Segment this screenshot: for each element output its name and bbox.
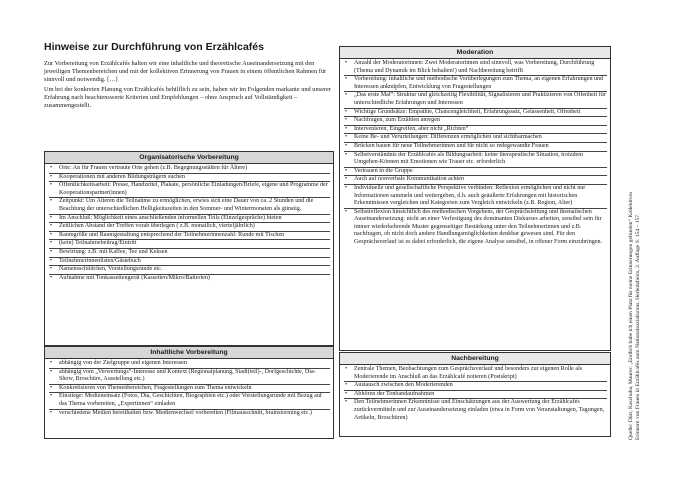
inhaltliche-vorbereitung-box <box>44 346 334 439</box>
bullet-icon: • <box>345 108 348 115</box>
list-item-text: Wichtige Grundsätze: Empathie, Chancengleichheit, Erfahrungssatz, Gelassenheit, Offenheit <box>354 108 581 115</box>
list-item-text: „Das erste Mal“: Struktur und gleichzeitig Flexibilität, Signalisieren und Praktizieren von Offenheit für unterschiedliche Erfahrungen und Interessen <box>354 92 606 106</box>
bullet-icon: • <box>345 208 348 215</box>
list-item-text: Anzahl der Moderatorinnen: Zwei Moderatorinnen sind sinnvoll, was Vorbereitung, Durchführung (Thema und Dynamik im Blick behalten!) und Nachbereitung betrifft <box>354 60 595 74</box>
list-item-text: Individuelle und gesellschaftliche Perspektive verbinden: Reflexion ermöglichen und nicht nur Informationen sammeln und weitergeben, d.h. auch geäußerte Erfahrungen mit historischen Erkenntnissen vergleichen und Kategorien zum Vergleich entwickeln (z.B. Region, Alter) <box>354 184 586 207</box>
list-item <box>49 165 330 174</box>
list-item-text: Bewirtung: z.B. mit Kaffee, Tee und Keksen <box>59 248 168 255</box>
bullet-icon: • <box>50 223 53 230</box>
bullet-icon: • <box>50 368 53 375</box>
bullet-icon: • <box>50 393 53 400</box>
list-item <box>344 134 607 143</box>
list-item-text: abhängig von der Zielgruppe und eigenen Interessen <box>59 360 187 366</box>
bullet-icon: • <box>345 399 348 406</box>
bullet-icon: • <box>50 182 53 189</box>
list-item <box>344 366 607 382</box>
bullet-icon: • <box>345 167 348 174</box>
bullet-icon: • <box>345 176 348 183</box>
bullet-icon: • <box>345 382 348 389</box>
list-item-text: Abhören der Tonbandaufnahmen <box>354 390 435 397</box>
bullet-icon: • <box>50 384 53 391</box>
list-item-text: Vertrauen in die Gruppe <box>354 167 413 174</box>
bullet-icon: • <box>50 274 53 281</box>
list-item-text: Keine Be- und Verurteilungen: Differenzen ermöglichen und sichtbarmachen <box>354 134 542 141</box>
list-item-text: Konkretisieren von Themenbereichen, Fragestellungen zum Thema entwickeln <box>59 384 252 391</box>
list-item-text: Einstiege: Medieneinsatz (Fotos, Dia, Geschichten, Biographien etc.) oder Vorstellungsrunde mit Bezug auf das Thema vorbereiten, „Expertinnen“ einladen <box>59 393 322 407</box>
box-heading: Moderation <box>340 47 610 59</box>
list-item <box>344 176 607 185</box>
bullet-icon: • <box>50 360 53 366</box>
item-list <box>45 164 333 282</box>
list-item-text: verschiedene Medien bereithalten bzw. Medienwechsel vorbereiten (Filmausschnitt, brainstorming etc.) <box>59 409 312 416</box>
list-item <box>344 382 607 391</box>
bullet-icon: • <box>345 117 348 124</box>
list-item <box>49 249 330 258</box>
list-item <box>49 198 330 214</box>
bullet-icon: • <box>345 76 348 83</box>
list-item-text: Zentrale Themen, Beobachtungen zum Gesprächsverlauf und besonders zur eigenen Rolle als Moderierende im Anschluß an das Erzählcafé notieren (Postskript) <box>354 366 583 380</box>
list-item-text: Kooperationen mit anderen Bildungsträgern suchen <box>59 173 185 180</box>
list-item <box>49 182 330 198</box>
box-heading: Organisatorische Vorbereitung <box>45 152 333 164</box>
bullet-icon: • <box>50 409 53 416</box>
list-item <box>344 60 607 76</box>
list-item-text: Aufnahme mit Tonkassettengerät (Kassetten/Mikro/Batterien) <box>59 274 210 281</box>
box-heading: Inhaltliche Vorbereitung <box>45 347 333 359</box>
list-item-text: Öffentlichkeitsarbeit: Presse, Handzettel, Plakate, persönliche Einladungen/Briefe, eigene und Programme der Kooperationspartner(innen) <box>59 182 328 196</box>
list-item-text: Auch auf nonverbale Kommunikation achten <box>354 176 464 183</box>
list-item-text: abhängig vom „Verwertungs“-Interesse und Kontext (Regionalplanung, Stadt(teil)-, Dorfgeschichte, Dia-Show, Broschüre, Ausstellung etc.) <box>59 368 316 383</box>
bullet-icon: • <box>345 60 348 66</box>
list-item-text: Raumgröße und Raumgestaltung entsprechend der Teilnehmerinnenzahl: Runde mit Tischen <box>59 231 285 238</box>
list-item-text: Vorbereitung: inhaltliche und methodische Vorüberlegungen zum Thema, an eigenen Erfahrungen und Interessen anknüpfen, Entwicklung von Fragestellungen <box>354 76 604 90</box>
list-item <box>49 393 330 409</box>
list-item <box>49 410 330 418</box>
bullet-icon: • <box>50 257 53 264</box>
list-item-text: Namensschildchen, Vorstellungsrunde etc. <box>59 266 163 273</box>
item-list <box>340 365 610 422</box>
organisatorische-vorbereitung-box <box>44 151 334 346</box>
list-item-text: Im Anschluß: Möglichkeit eines anschließenden informellen Teils (Einzelgespräche) bieten <box>59 214 282 221</box>
list-item <box>344 399 607 422</box>
bullet-icon: • <box>50 248 53 255</box>
list-item-text: Zeitpunkt: Um Älteren die Teilnahme zu ermöglichen, erwies sich eine Dauer von ca. 2 Stunden und die Beachtung der unterschiedlichen Helligkeitszeiten in den Sommer- und Wintermonaten als günstig. <box>59 198 314 212</box>
list-item-text: Zeitlichen Abstand der Treffen vorab überlegen ( z.B. monatlich, vierteljährlich) <box>59 223 255 230</box>
list-item-text: (kein) Teilnahmebeitrag/Eintritt <box>59 240 137 247</box>
list-item <box>49 266 330 275</box>
list-item <box>49 360 330 369</box>
list-item-text: Teilnehmerinnenlisten/Gästebuch <box>59 257 141 264</box>
bullet-icon: • <box>345 184 348 191</box>
list-item-text: Nachfragen, zum Erzählen anregen <box>354 117 440 124</box>
list-item-text: Selbstreflexion hinsichtlich des methodischen Vorgehens, der Gesprächsleitung und thematischen Auseinandersetzung: nicht an einer Verfestigung des dominanten Diskurses arbeiten, sensibel sein für immer wiederkehrende Muster gegenseitiger Bestärkung unter den Teilnehmerinnen und z.B. nachfragen, ob nicht doch andere Handlungsmöglichkeiten denkbar gewesen sind. Für den Gesprächsverlauf ist es dabei erforderlich, die eigene Analyse sensibel, in offener Form einzubringen. <box>354 208 603 246</box>
source-citation <box>628 140 642 440</box>
list-item <box>344 185 607 209</box>
bullet-icon: • <box>345 390 348 397</box>
bullet-icon: • <box>50 231 53 238</box>
bullet-icon: • <box>345 125 348 132</box>
list-item <box>49 240 330 249</box>
list-item <box>49 275 330 283</box>
list-item <box>49 174 330 183</box>
nachbereitung-box <box>339 352 611 437</box>
bullet-icon: • <box>345 142 348 149</box>
list-item <box>49 369 330 385</box>
list-item <box>344 143 607 152</box>
bullet-icon: • <box>345 92 348 99</box>
intro-text <box>44 60 332 111</box>
list-item-text: Selbstverständnis der Erzählcafés als Bildungsarbeit: keine therapeutische Situation, trotzdem Umgehen-Können mit Emotionen wie Trauer etc. erforderlich <box>354 151 583 166</box>
list-item <box>344 152 607 168</box>
list-item <box>344 109 607 118</box>
list-item-text: Orte: An für Frauen vertraute Orte gehen (z.B. Begegnungsstätten für Ältere) <box>59 165 248 171</box>
list-item-text: Austausch zwischen den Moderierenden <box>354 382 453 389</box>
bullet-icon: • <box>345 151 348 158</box>
item-list <box>340 59 610 247</box>
source-line: Quelle: Dürr, Kaschuba, Maurer: „Endlich habe ich einen Platz für meine Erinnerungen gefunden“ Kollektives <box>628 191 634 440</box>
bullet-icon: • <box>50 240 53 247</box>
bullet-icon: • <box>50 214 53 221</box>
list-item <box>344 92 607 108</box>
bullet-icon: • <box>50 173 53 180</box>
list-item <box>344 117 607 126</box>
intro-paragraph: Um bei der konkreten Planung von Erzählcafés behilflich zu sein, haben wir im Folgenden markante und unserer Erfahrung nach beachtenswerte Kriterien und Empfehlungen – ohne Anspruch auf Vollständigkeit – zusammengestellt. <box>44 85 331 110</box>
bullet-icon: • <box>50 266 53 273</box>
bullet-icon: • <box>345 134 348 141</box>
box-heading: Nachbereitung <box>340 353 610 365</box>
list-item-text: Brücken bauen für neue Teilnehmerinnen und für nicht so redegewandte Frauen <box>354 142 549 149</box>
item-list <box>45 359 333 417</box>
list-item-text: Intervenieren, Eingreifen, aber nicht „Richten“ <box>354 125 469 132</box>
list-item <box>49 223 330 232</box>
list-item <box>344 76 607 92</box>
list-item <box>344 209 607 247</box>
list-item <box>49 258 330 267</box>
bullet-icon: • <box>50 198 53 205</box>
page-title: Hinweise zur Durchführung von Erzählcafés <box>44 41 264 53</box>
list-item-text: Den Teilnehmerinnen Erkenntnisse und Einschätzungen aus der Auswertung der Erzählcafés zurückvermitteln und zur Auseinandersetzung einladen (etwa in Form von Veranstaltungen, Tagungen, Artikeln, Broschüren) <box>354 399 605 421</box>
intro-paragraph: Zur Vorbereitung von Erzählcafés halten wir eine inhaltliche und theoretische Auseinandersetzung mit den jeweiligen Themenbereichen und mit der kollektiven Erinnerung von Frauen in einem öffentlichen Rahmen für sinnvoll und notwendig. […] <box>44 60 327 84</box>
moderation-box <box>339 46 611 351</box>
bullet-icon: • <box>50 165 53 171</box>
bullet-icon: • <box>345 366 348 372</box>
source-line: Erinnern von Frauen in Erzählcafés zum Nationalsozialismus. Herbolzheim, 2. Auflage S. 154 – 157. <box>635 213 642 440</box>
list-item <box>49 215 330 224</box>
